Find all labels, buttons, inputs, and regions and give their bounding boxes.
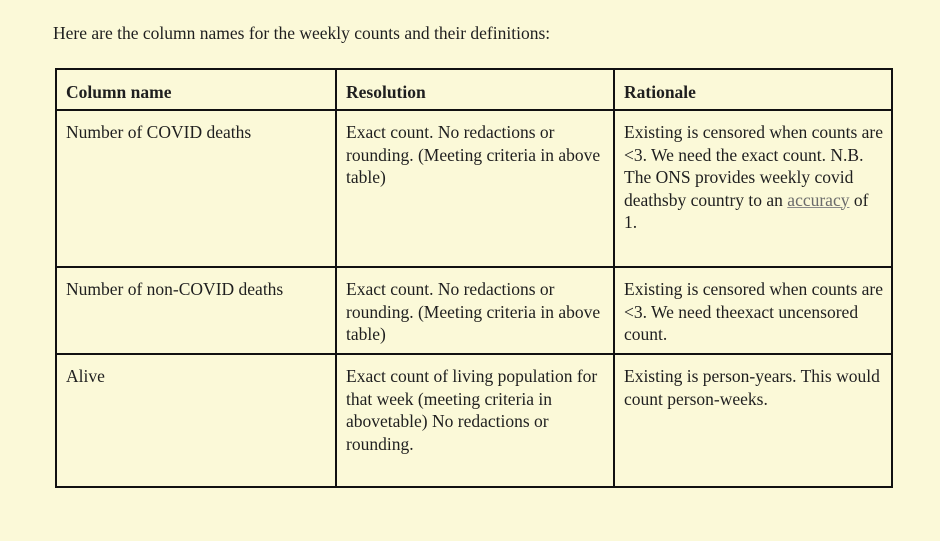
header-resolution: Resolution xyxy=(336,69,614,110)
accuracy-link[interactable]: accuracy xyxy=(787,189,850,210)
cell-rationale: Existing is person-years. This would count person-weeks. xyxy=(614,354,892,487)
cell-resolution: Exact count. No redactions or rounding. (Meeting criteria in above table) xyxy=(336,110,614,267)
header-rationale: Rationale xyxy=(614,69,892,110)
cell-column-name: Number of COVID deaths xyxy=(56,110,336,267)
cell-resolution: Exact count. No redactions or rounding. (Meeting criteria in above table) xyxy=(336,267,614,354)
cell-column-name: Alive xyxy=(56,354,336,487)
rationale-text: Existing is censored when counts are <3. We need the exact count. N.B. The ONS provides weekly covid deathsby country to an xyxy=(624,122,884,210)
table-row xyxy=(56,354,892,487)
cell-column-name: Number of non-COVID deaths xyxy=(56,267,336,354)
cell-rationale: Existing is censored when counts are <3. We need theexact uncensored count. xyxy=(614,267,892,354)
table-row xyxy=(56,267,892,354)
table-row xyxy=(56,110,892,267)
rationale-text-end: of 1. xyxy=(624,189,869,232)
cell-rationale xyxy=(614,110,892,267)
cell-resolution: Exact count of living population for that week (meeting criteria in abovetable) No redactions or rounding. xyxy=(336,354,614,487)
table-header-row xyxy=(56,69,892,110)
definitions-table xyxy=(55,68,893,488)
header-column-name: Column name xyxy=(56,69,336,110)
intro-text: Here are the column names for the weekly counts and their definitions: xyxy=(53,23,551,43)
